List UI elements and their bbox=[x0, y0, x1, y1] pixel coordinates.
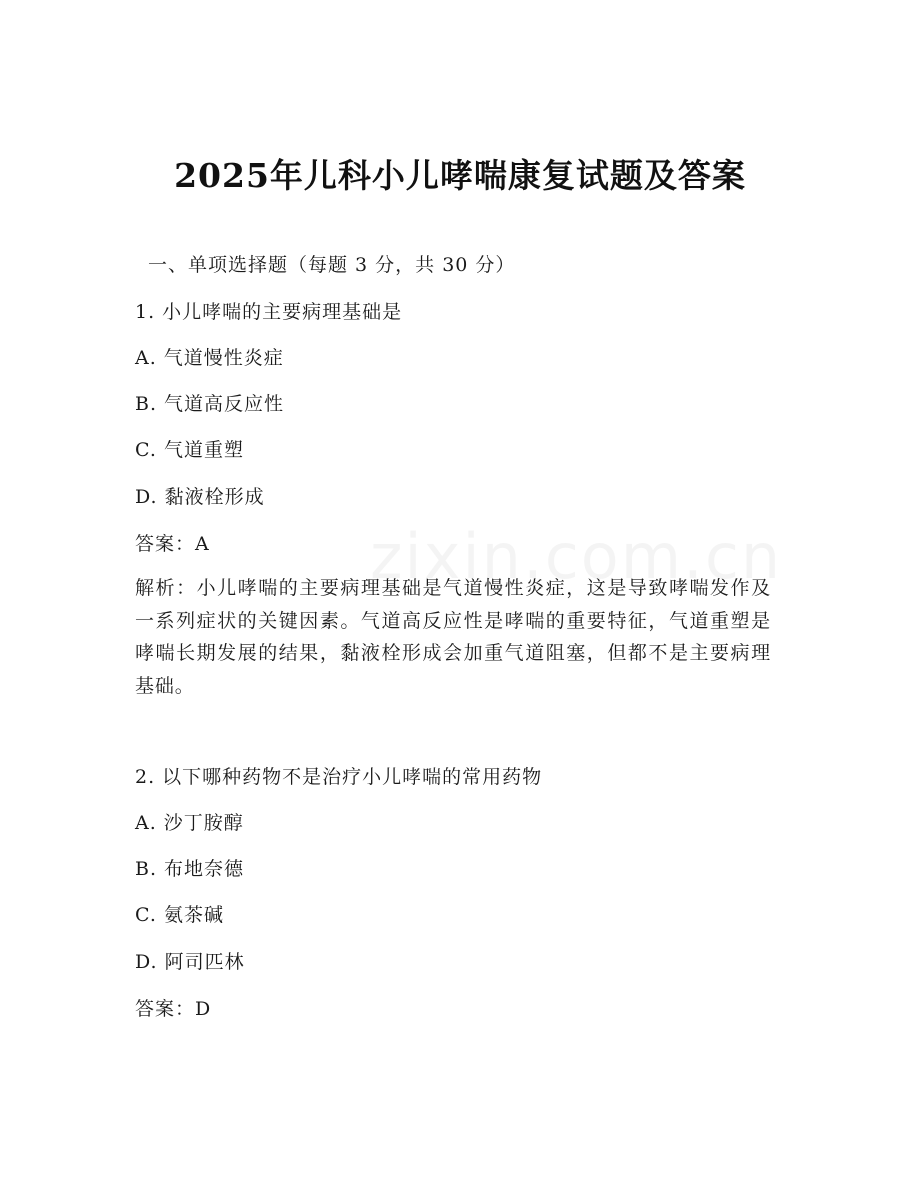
question-1-analysis: 解析：小儿哮喘的主要病理基础是气道慢性炎症，这是导致哮喘发作及一系列症状的关键因素。气道高反应性是哮喘的重要特征，气道重塑是哮喘长期发展的结果，黏液栓形成会加重气道阻塞，但都不是主要病理基础。 bbox=[135, 577, 771, 697]
question-2-option-c: C. 氨茶碱 bbox=[135, 904, 224, 926]
question-1-answer: 答案：A bbox=[135, 533, 210, 555]
question-2-option-a: A. 沙丁胺醇 bbox=[135, 812, 244, 834]
section-heading: 一、单项选择题（每题 3 分，共 30 分） bbox=[148, 254, 516, 276]
question-2-answer: 答案：D bbox=[135, 998, 212, 1020]
question-1-stem: 1. 小儿哮喘的主要病理基础是 bbox=[135, 301, 403, 323]
question-2-option-b: B. 布地奈德 bbox=[135, 858, 245, 880]
document-title: 2025年儿科小儿哮喘康复试题及答案 bbox=[174, 156, 746, 195]
question-1-option-a: A. 气道慢性炎症 bbox=[135, 347, 284, 369]
question-2-stem: 2. 以下哪种药物不是治疗小儿哮喘的常用药物 bbox=[135, 766, 543, 788]
question-1-option-c: C. 气道重塑 bbox=[135, 439, 244, 461]
question-1-option-b: B. 气道高反应性 bbox=[135, 393, 285, 415]
question-1-option-d: D. 黏液栓形成 bbox=[135, 486, 265, 508]
question-2-option-d: D. 阿司匹林 bbox=[135, 951, 245, 973]
